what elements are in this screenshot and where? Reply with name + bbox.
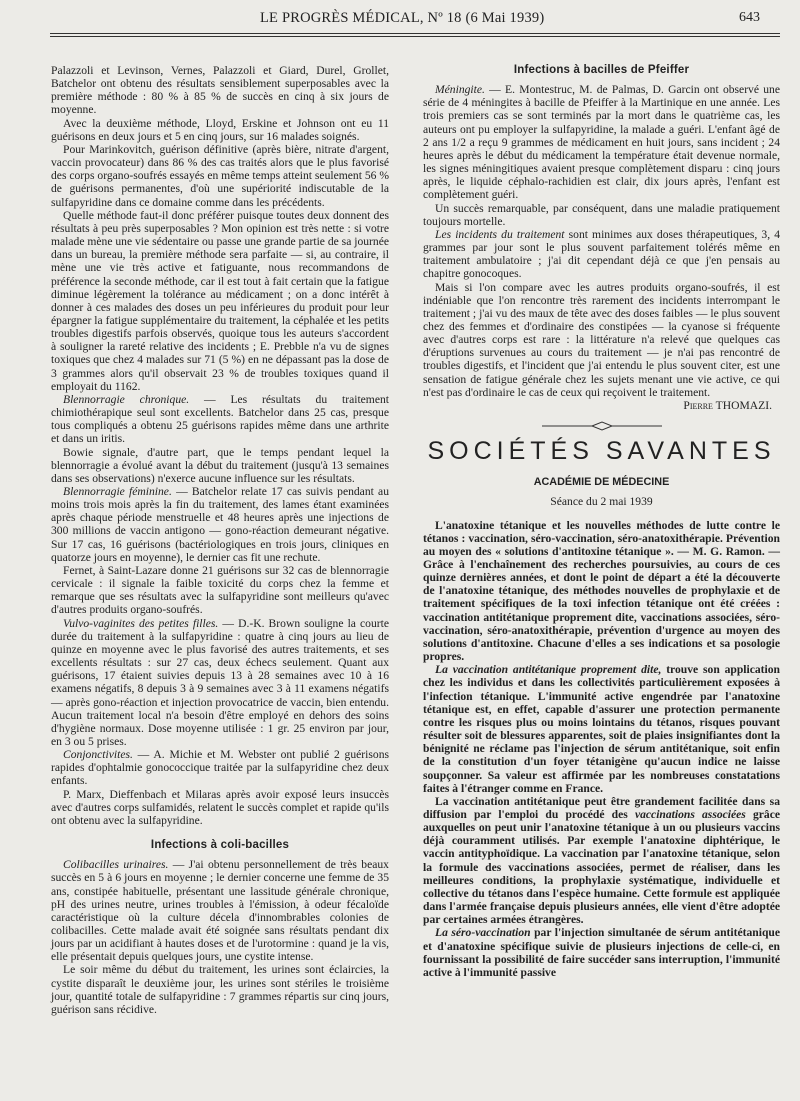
paragraph [51,748,389,787]
paragraph [423,663,780,795]
ornament-divider-icon [542,421,662,431]
paragraph: P. Marx, Dieffenbach et Milaras après avoir exposé leurs insuccès avec d'autres corps sulfamidés, relatent le succès complet et rapide qu'ils ont obtenu avec la sulfapyridine. [51,787,389,827]
paragraph-text: grâce auxquelles on peut unir l'anatoxine tétanique à un ou plusieurs vaccins déjà couramment utilisés. Par exemple l'anatoxine diphtérique, le vaccin antityphoïdique. La vaccination par l'anatoxine tétanique, selon la formule des vaccinations associées, permet de réaliser, dans les meilleures conditions, la prophylaxie systématique, individuelle et collective du tétanos dans l'espèce humaine. Cette formule est appliquée dans l'armée française depuis plusieurs années, elle vient d'être adoptée par certaines armées étrangères. [423,807,781,927]
paragraph: Un succès remarquable, par conséquent, dans une maladie pratiquement toujours mortelle. [423,201,780,228]
left-column [51,64,389,1016]
right-column [423,64,780,979]
paragraph-lead: Vulvo-vaginites des petites filles. [63,616,219,630]
paragraph: Mais si l'on compare avec les autres produits organo-soufrés, il est indéniable que l'on rencontre très rarement des incidents interrompant le traitement ; j'ai vu des maux de tête avec des doses faibles — le plus souvent chez des femmes et d'ordinaire des constipées — la cyanose si fréquente avec d'autres corps est rare : la littérature n'a relevé que quelques cas d'éruptions survenues au cours du traitement — je n'ai pas rencontré de troubles digestifs, et l'incident que j'ai entendu le plus souvent citer, est une sensation de fatigue générale chez les sujets menant une vie active, ce qui n'est pas d'ordinaire le cas de ceux qui reçoivent le traitement. [423,280,780,399]
paragraph [423,926,780,979]
paragraph-text: — E. Montestruc, M. de Palmas, D. Garcin ont observé une série de 4 méningites à bacille de Pfeiffer à la Martinique en une année. Les trois premiers cas se sont terminés par la mort dans le quatrième cas, les auteurs ont pu employer la sulfapyridine, la malade a guéri. L'enfant âgé de 2 ans 1/2 a reçu 9 grammes de médicament en huit jours, sans incident ; 24 heures après le début du médicament la température était devenue normale, les signes méningitiques avaient presque complètement disparu : cinq jours après, le liquide céphalo-rachidien est clair, dix jours après, l'enfant est complètement guéri. [423,83,780,202]
paragraph [423,795,780,927]
paragraph: Bowie signale, d'autre part, que le temps pendant lequel la blennorragie a évolué avant la début du traitement (jusqu'à 13 semaines dans ses observations) n'exerce aucune influence sur les résultats. [51,445,389,485]
paragraph: Fernet, à Saint-Lazare donne 21 guérisons sur 32 cas de blennorragie cervicale : il signale la faible toxicité du corps chez la femme et remarque que ses résultats avec la sulfapyridine sont meilleurs qu'avec d'autres produits organo-soufrés. [51,563,389,617]
session-date: Séance du 2 mai 1939 [550,495,653,509]
academie-heading: ACADÉMIE DE MÉDECINE [533,476,670,489]
paragraph-lead: Blennorragie féminine. [63,485,172,498]
paragraph-lead: L'anatoxine tétanique et les nouvelles méthodes de lutte contre le tétanos : vaccination, séro-vaccination, séro-anatoxithérapie. Prévention au moyen des « solutions d'antitoxine tétanique ». — M. G. Ramon. [423,518,780,558]
paragraph-lead: vaccinations associées [634,807,746,821]
paragraph: Palazzoli et Levinson, Vernes, Palazzoli et Giard, Durel, Grollet, Batchelor ont obtenu des résultats sensiblement superposables avec la première méthode : 80 % à 85 % de succès en cinq à six jours de moyenne. [51,64,389,117]
paragraph-text: trouve son application chez les individus et dans les collectivités particulièrement exposées à l'infection tétanique. L'immunité active engendrée par l'anatoxine tétanique est, en effet, capable d'assurer une protection permanente contre les risques plus ou moins lointains du tétanos, risques pouvant résulter soit de blessures apparentes, soit de plaies insignifiantes dont la bénignité ne réclame pas l'injection de sérum antitétanique, soit enfin de la constitution d'un foyer tétanigène qu'aucun indice ne laisse soupçonner. Sa valeur est affirmée par les nombreuses constatations faites à l'étranger comme en France. [423,663,780,795]
paragraph-text: par l'injection simultanée de sérum antitétanique et d'anatoxine spécifique suivie de plusieurs injections de celle-ci, en fournissant la possibilité de faire succéder sans interruption, l'immunité active à l'immunité passive [423,926,780,979]
paragraph: Le soir même du début du traitement, les urines sont éclaircies, la cystite disparaît le deuxième jour, les urines sont stériles le troisième jour, quantité totale de sulfapyridine : 7 grammes répartis sur cinq jours, guérison sans récidive. [51,963,389,1016]
paragraph-text: — Les résultats du traitement chimiothérapique seul sont excellents. Batchelor dans 25 cas, presque tous compliqués a obtenu 25 guérisons rapides même dans une arthrite et dans un iritis. [51,392,389,446]
page-number: 643 [739,10,760,25]
paragraph [51,393,389,446]
paragraph-text: sont minimes aux doses thérapeutiques, 3, 4 grammes par jour sont le plus souvent parfaitement tolérés même en traitement ambulatoire ; j'ai dit cependant déjà ce que j'en pensais au chapitre gonocoques. [423,227,780,281]
paragraph-lead: La vaccination antitétanique proprement dite, [435,663,662,677]
paragraph-lead: Blennorragie chronique. [63,392,190,406]
paragraph-lead: Colibacilles urinaires. [63,858,169,872]
paragraph [51,617,389,749]
paragraph-lead: Méningite. [435,83,485,97]
paragraph-text: — A. Michie et M. Webster ont publié 2 guérisons rapides d'ophtalmie gonococcique traitée par la sulfapyridine chez deux enfants. [51,748,389,788]
paragraph [51,858,389,963]
paragraph [423,228,780,281]
paragraph-text: — J'ai obtenu personnellement de très beaux succès en 5 à 6 jours en moyenne ; le dernier concerne une femme de 35 ans, constipée habituelle, présentant une lassitude générale chronique, pH des urines neutre, urines troubles à l'émission, à odeur fécaloïde caractéristique où la culture décela d'innombrables colonies de colibacilles. Cette malade avait été soignée sans résultats pendant dix jours par un acidifiant à hautes doses et de l'urotormine : quand je la vis, elle présentait depuis quelques jours, une cystite intense. [51,858,389,964]
paragraph [51,485,389,564]
paragraph: Quelle méthode faut-il donc préférer puisque toutes deux donnent des résultats à peu près superposables ? Mon opinion est très nette : si votre malade mène une vie sédentaire ou passe une grande partie de sa journée dans un bureau, la première méthode sera parfaite — si, au contraire, il mène une vie très active et fatiguante, nous recommandons de préférence la seconde méthode, car il est tout à fait certain que la fatigue diminue légèrement la tolérance au médicament ; on a donc intérêt à donner à ces malades des doses un peu inférieures du produit pour leur épargner la fatigue supplémentaire du traitement, la céphalée et les petits troubles digestifs parfois observés, quoique tous les auteurs s'accordent à souligner la rareté relative des incidents ; E. Prebble n'a vu de signes toxiques que chez 4 malades sur 71 (5 %) en ne dépassant pas la dose de 3 grammes alors qu'il observait 23 % de troubles toxiques quand il employait du 1162. [51,208,390,393]
section-heading: Infections à coli-bacilles [150,839,290,852]
journal-title: LE PROGRÈS MÉDICAL, Nº 18 (6 Mai 1939) [260,10,545,26]
signature: Pierre THOMAZI. [683,398,772,412]
paragraph-lead: Les incidents du traitement [435,227,565,241]
paragraph-text: — D.-K. Brown souligne la courte durée du traitement à la sulfapyridine : quatre à cinq jours au lieu de quinze en moyenne avec le plus favorisé des autres traitements, et ses excellents résultats : sur 27 cas, deux échecs seulement. Quant aux guérisons, 17 étaient suivies depuis 13 à 28 semaines avec 10 à 16 examens négatifs, 8 depuis 3 à 9 semaines avec 3 à 11 examens négatifs — après gono-réaction et injection provocatrice de vaccin, bien entendu. Aucun traitement local n'a besoin d'être employé en dehors des soins d'hygiène normaux. Dose moyenne utilisée : 1 gr. 25 environ par jour, en 3 ou 5 prises. [51,616,389,748]
paragraph: Avec la deuxième méthode, Lloyd, Erskine et Johnson ont eu 11 guérisons en deux jours et 5 en cinq jours, sur 16 malades soignés. [51,116,389,143]
paragraph [423,519,780,664]
paragraph-text: — Batchelor relate 17 cas suivis pendant au moins trois mois après la fin du traitement, des lames étant examinées après chaque période menstruelle et 48 heures après une injections de 300 millions de vaccin antigono — gono-réaction demeurant négative. Sur 17 cas, 16 guérisons (bactériologiques en trois jours, cliniques en quatorze jours en moyenne), le dernier cas fit une rechute. [51,485,389,564]
paragraph-text: — Grâce à l'enchaînement des recherches poursuivies, au cours de ces quinze dernières années, et dont le point de départ a été la découverte de l'anatoxine tétanique, des méthodes nouvelles de prophylaxie et de traitement spécifiques de la toxi infection tétanique ont été créées : vaccination antitétanique proprement dite, vaccinations associées, séro-vaccination, séro-anatoxithérapie, prévention d'urgence au moyen des solutions d'antitoxine. Chacune d'elles a ses indications et sa posologie propres. [423,544,780,664]
paragraph-text: La vaccination antitétanique peut être grandement facilitée dans sa diffusion par l'emploi du procédé des [423,794,780,821]
paragraph-lead: La séro-vaccination [435,926,531,940]
header-rule-bottom [50,36,780,37]
paragraph: Pour Marinkovitch, guérison définitive (après bière, nitrate d'argent, vaccin provocateur) dans 86 % des cas traités alors que le plus favorisé des corps organo-soufrés essayés en même temps atteint seulement 56 % de guérisons permanentes, d'où une supériorité indiscutable de la sulfapyridine dans ce domaine comme dans les précédents. [51,142,389,209]
paragraph [423,83,780,201]
section-heading: Infections à bacilles de Pfeiffer [513,64,690,76]
header-rule-top [50,33,780,34]
paragraph-lead: Conjonctivites. [63,748,133,762]
societes-heading: SOCIÉTÉS SAVANTES [427,437,776,466]
